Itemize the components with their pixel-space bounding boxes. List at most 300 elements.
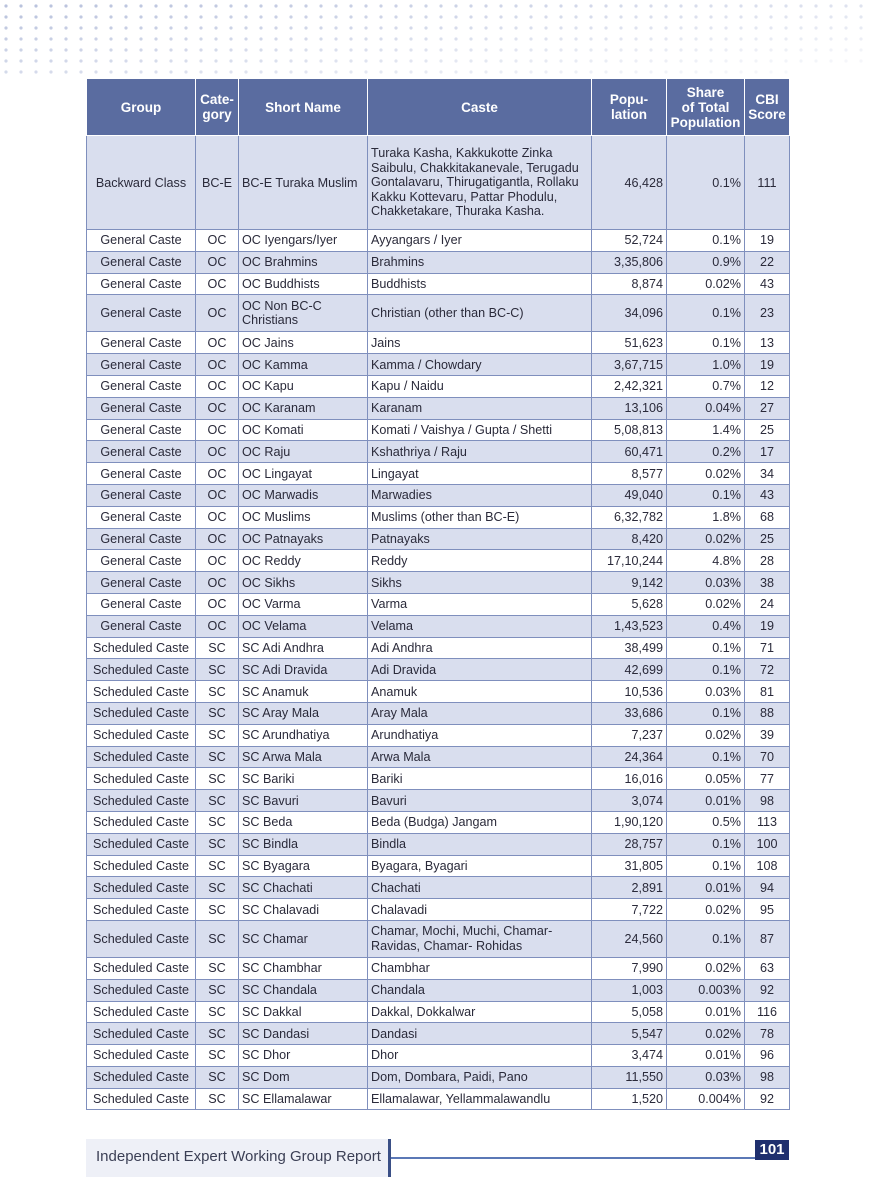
decorative-dot bbox=[634, 70, 637, 73]
decorative-dot bbox=[244, 59, 247, 62]
cell-caste: Chambhar bbox=[368, 957, 592, 979]
decorative-dot bbox=[664, 26, 667, 29]
decorative-dot bbox=[124, 4, 127, 7]
cell-category: OC bbox=[196, 484, 239, 506]
decorative-dot bbox=[544, 37, 547, 40]
decorative-dot bbox=[454, 15, 457, 18]
table-row bbox=[87, 979, 790, 1001]
decorative-dot bbox=[529, 70, 532, 73]
cell-caste: Bavuri bbox=[368, 790, 592, 812]
decorative-dot bbox=[454, 37, 457, 40]
cell-category: SC bbox=[196, 1023, 239, 1045]
decorative-dot bbox=[679, 15, 682, 18]
cell-group: General Caste bbox=[87, 251, 196, 273]
decorative-dot bbox=[154, 48, 157, 51]
decorative-dot bbox=[304, 48, 307, 51]
decorative-dot bbox=[304, 26, 307, 29]
cell-share: 0.2% bbox=[667, 441, 745, 463]
decorative-dot bbox=[364, 37, 367, 40]
decorative-dot bbox=[259, 70, 262, 73]
decorative-dot bbox=[139, 37, 142, 40]
decorative-dot bbox=[724, 26, 727, 29]
cell-share: 0.02% bbox=[667, 724, 745, 746]
decorative-dot bbox=[784, 70, 787, 73]
cell-share: 0.4% bbox=[667, 615, 745, 637]
cell-category: SC bbox=[196, 1045, 239, 1067]
decorative-dot bbox=[514, 15, 517, 18]
table-row bbox=[87, 419, 790, 441]
cell-share: 0.02% bbox=[667, 528, 745, 550]
cell-share: 0.03% bbox=[667, 681, 745, 703]
decorative-dot bbox=[634, 48, 637, 51]
decorative-dot bbox=[199, 4, 202, 7]
cell-population: 1,43,523 bbox=[592, 615, 667, 637]
cell-category: OC bbox=[196, 615, 239, 637]
cell-population: 2,42,321 bbox=[592, 375, 667, 397]
decorative-dot bbox=[574, 59, 577, 62]
decorative-dot bbox=[379, 4, 382, 7]
decorative-dot bbox=[829, 26, 832, 29]
decorative-dot bbox=[529, 48, 532, 51]
cell-group: Scheduled Caste bbox=[87, 1066, 196, 1088]
cell-cbi-score: 28 bbox=[745, 550, 790, 572]
cell-share: 0.1% bbox=[667, 637, 745, 659]
decorative-dot bbox=[334, 70, 337, 73]
decorative-dot bbox=[244, 70, 247, 73]
decorative-dot bbox=[544, 26, 547, 29]
decorative-dot bbox=[469, 26, 472, 29]
decorative-dot bbox=[484, 59, 487, 62]
decorative-dot bbox=[169, 26, 172, 29]
cell-share: 0.1% bbox=[667, 833, 745, 855]
decorative-dot bbox=[604, 15, 607, 18]
cell-category: BC-E bbox=[196, 136, 239, 230]
decorative-dot bbox=[49, 26, 52, 29]
decorative-dot bbox=[229, 26, 232, 29]
footer-rule bbox=[391, 1157, 755, 1159]
cell-group: General Caste bbox=[87, 441, 196, 463]
cell-group: Backward Class bbox=[87, 136, 196, 230]
cell-cbi-score: 100 bbox=[745, 833, 790, 855]
decorative-dot bbox=[649, 37, 652, 40]
decorative-dot bbox=[469, 37, 472, 40]
decorative-dot bbox=[829, 15, 832, 18]
decorative-dot bbox=[754, 4, 757, 7]
decorative-dot bbox=[544, 4, 547, 7]
decorative-dot bbox=[859, 4, 862, 7]
decorative-dot bbox=[679, 37, 682, 40]
cell-share: 0.02% bbox=[667, 1023, 745, 1045]
decorative-dot bbox=[679, 48, 682, 51]
decorative-dot bbox=[34, 70, 37, 73]
cell-short-name: OC Brahmins bbox=[239, 251, 368, 273]
cell-short-name: SC Chachati bbox=[239, 877, 368, 899]
cell-population: 28,757 bbox=[592, 833, 667, 855]
cell-share: 0.1% bbox=[667, 702, 745, 724]
cell-short-name: SC Dom bbox=[239, 1066, 368, 1088]
decorative-dot bbox=[124, 70, 127, 73]
cell-category: SC bbox=[196, 637, 239, 659]
decorative-dot bbox=[559, 15, 562, 18]
decorative-dot bbox=[109, 48, 112, 51]
decorative-dot bbox=[439, 70, 442, 73]
cell-cbi-score: 72 bbox=[745, 659, 790, 681]
cell-group: Scheduled Caste bbox=[87, 855, 196, 877]
decorative-dot bbox=[394, 59, 397, 62]
cell-population: 38,499 bbox=[592, 637, 667, 659]
header-group: Group bbox=[87, 79, 196, 136]
cell-caste: Karanam bbox=[368, 397, 592, 419]
cell-cbi-score: 34 bbox=[745, 463, 790, 485]
cell-category: OC bbox=[196, 332, 239, 354]
decorative-dot bbox=[679, 4, 682, 7]
cell-share: 0.7% bbox=[667, 375, 745, 397]
table-row bbox=[87, 920, 790, 957]
decorative-dot bbox=[574, 15, 577, 18]
cell-caste: Turaka Kasha, Kakkukotte Zinka Saibulu, Chakkitakanevale, Terugadu Gontalavaru, Thirugatigantla, Rollaku Kakku Kottevaru, Pattar Phodulu, Chakketakare, Thuraka Kasha. bbox=[368, 136, 592, 230]
decorative-dot bbox=[679, 26, 682, 29]
cell-cbi-score: 111 bbox=[745, 136, 790, 230]
decorative-dot bbox=[49, 59, 52, 62]
cell-caste: Arundhatiya bbox=[368, 724, 592, 746]
cell-group: Scheduled Caste bbox=[87, 637, 196, 659]
decorative-dot bbox=[394, 4, 397, 7]
decorative-dot bbox=[454, 26, 457, 29]
decorative-dot bbox=[184, 48, 187, 51]
cell-group: Scheduled Caste bbox=[87, 790, 196, 812]
decorative-dot bbox=[244, 15, 247, 18]
cell-category: OC bbox=[196, 463, 239, 485]
decorative-dot bbox=[244, 26, 247, 29]
decorative-dot bbox=[124, 59, 127, 62]
cell-caste: Kamma / Chowdary bbox=[368, 354, 592, 376]
cell-cbi-score: 108 bbox=[745, 855, 790, 877]
decorative-dot bbox=[634, 15, 637, 18]
decorative-dot bbox=[379, 15, 382, 18]
decorative-dot bbox=[514, 48, 517, 51]
cell-category: SC bbox=[196, 1001, 239, 1023]
cell-group: General Caste bbox=[87, 354, 196, 376]
decorative-dot bbox=[469, 70, 472, 73]
decorative-dot bbox=[709, 15, 712, 18]
cell-cbi-score: 19 bbox=[745, 615, 790, 637]
cell-caste: Kapu / Naidu bbox=[368, 375, 592, 397]
decorative-dot bbox=[694, 48, 697, 51]
table-row bbox=[87, 833, 790, 855]
cell-share: 1.8% bbox=[667, 506, 745, 528]
decorative-dot bbox=[394, 70, 397, 73]
cell-caste: Adi Andhra bbox=[368, 637, 592, 659]
table-row bbox=[87, 463, 790, 485]
decorative-dot bbox=[784, 48, 787, 51]
decorative-dot bbox=[829, 37, 832, 40]
cell-share: 0.1% bbox=[667, 484, 745, 506]
decorative-dot bbox=[739, 70, 742, 73]
table-row bbox=[87, 484, 790, 506]
decorative-dot bbox=[844, 26, 847, 29]
cell-share: 0.01% bbox=[667, 877, 745, 899]
cell-caste: Dhor bbox=[368, 1045, 592, 1067]
cell-group: General Caste bbox=[87, 528, 196, 550]
decorative-dot bbox=[364, 59, 367, 62]
decorative-dot bbox=[424, 48, 427, 51]
cell-cbi-score: 70 bbox=[745, 746, 790, 768]
cell-short-name: SC Bindla bbox=[239, 833, 368, 855]
decorative-dot bbox=[19, 48, 22, 51]
cell-group: General Caste bbox=[87, 506, 196, 528]
cell-caste: Sikhs bbox=[368, 572, 592, 594]
cell-short-name: OC Sikhs bbox=[239, 572, 368, 594]
decorative-dot bbox=[349, 59, 352, 62]
decorative-dot bbox=[274, 48, 277, 51]
cell-group: Scheduled Caste bbox=[87, 979, 196, 1001]
cell-category: OC bbox=[196, 572, 239, 594]
table-header-row bbox=[87, 79, 790, 136]
cell-share: 0.1% bbox=[667, 855, 745, 877]
cell-cbi-score: 38 bbox=[745, 572, 790, 594]
decorative-dot bbox=[4, 48, 7, 51]
cell-category: OC bbox=[196, 528, 239, 550]
cell-short-name: SC Chambhar bbox=[239, 957, 368, 979]
decorative-dot bbox=[109, 70, 112, 73]
decorative-dot bbox=[259, 4, 262, 7]
cell-category: OC bbox=[196, 273, 239, 295]
cell-category: SC bbox=[196, 899, 239, 921]
decorative-dot bbox=[19, 26, 22, 29]
decorative-dot bbox=[94, 26, 97, 29]
table-row bbox=[87, 397, 790, 419]
decorative-dot bbox=[154, 37, 157, 40]
cell-share: 0.02% bbox=[667, 957, 745, 979]
cell-category: OC bbox=[196, 375, 239, 397]
decorative-dot bbox=[514, 59, 517, 62]
cell-caste: Dom, Dombara, Paidi, Pano bbox=[368, 1066, 592, 1088]
decorative-dot bbox=[79, 48, 82, 51]
cell-caste: Ayyangars / Iyer bbox=[368, 230, 592, 252]
cell-cbi-score: 13 bbox=[745, 332, 790, 354]
decorative-dot bbox=[304, 15, 307, 18]
cell-short-name: OC Patnayaks bbox=[239, 528, 368, 550]
table-row bbox=[87, 855, 790, 877]
cell-population: 10,536 bbox=[592, 681, 667, 703]
decorative-dot bbox=[124, 37, 127, 40]
decorative-dot bbox=[229, 70, 232, 73]
cell-share: 0.9% bbox=[667, 251, 745, 273]
cell-group: Scheduled Caste bbox=[87, 920, 196, 957]
cell-cbi-score: 95 bbox=[745, 899, 790, 921]
decorative-dot bbox=[424, 26, 427, 29]
decorative-dot bbox=[814, 59, 817, 62]
decorative-dot bbox=[499, 15, 502, 18]
cell-short-name: SC Adi Dravida bbox=[239, 659, 368, 681]
decorative-dot bbox=[214, 59, 217, 62]
cell-caste: Buddhists bbox=[368, 273, 592, 295]
decorative-dot bbox=[619, 48, 622, 51]
decorative-dot bbox=[589, 26, 592, 29]
cell-share: 0.003% bbox=[667, 979, 745, 1001]
cell-cbi-score: 96 bbox=[745, 1045, 790, 1067]
cell-share: 0.1% bbox=[667, 746, 745, 768]
cell-caste: Chandala bbox=[368, 979, 592, 1001]
header-category: Cate- gory bbox=[196, 79, 239, 136]
decorative-dot bbox=[559, 37, 562, 40]
cell-group: Scheduled Caste bbox=[87, 1023, 196, 1045]
table-row bbox=[87, 659, 790, 681]
cell-population: 1,520 bbox=[592, 1088, 667, 1110]
decorative-dot bbox=[124, 15, 127, 18]
decorative-dot bbox=[784, 26, 787, 29]
decorative-dot bbox=[784, 15, 787, 18]
cell-short-name: OC Velama bbox=[239, 615, 368, 637]
decorative-dot bbox=[139, 4, 142, 7]
decorative-dot bbox=[484, 48, 487, 51]
decorative-dot bbox=[664, 15, 667, 18]
cell-cbi-score: 78 bbox=[745, 1023, 790, 1045]
cell-cbi-score: 116 bbox=[745, 1001, 790, 1023]
decorative-dot bbox=[19, 70, 22, 73]
decorative-dot bbox=[439, 37, 442, 40]
decorative-dot bbox=[559, 59, 562, 62]
cell-short-name: OC Muslims bbox=[239, 506, 368, 528]
cell-caste: Chalavadi bbox=[368, 899, 592, 921]
cell-short-name: SC Dakkal bbox=[239, 1001, 368, 1023]
cell-short-name: OC Marwadis bbox=[239, 484, 368, 506]
decorative-dot bbox=[484, 37, 487, 40]
decorative-dot bbox=[574, 48, 577, 51]
decorative-dot bbox=[784, 4, 787, 7]
decorative-dot bbox=[79, 59, 82, 62]
decorative-dot bbox=[79, 26, 82, 29]
decorative-dot bbox=[604, 37, 607, 40]
decorative-dot bbox=[844, 15, 847, 18]
cell-short-name: SC Bavuri bbox=[239, 790, 368, 812]
decorative-dot bbox=[754, 59, 757, 62]
decorative-dot bbox=[259, 59, 262, 62]
decorative-dot bbox=[379, 26, 382, 29]
cell-share: 0.01% bbox=[667, 1001, 745, 1023]
decorative-dot bbox=[379, 37, 382, 40]
cell-short-name: OC Raju bbox=[239, 441, 368, 463]
cell-group: General Caste bbox=[87, 572, 196, 594]
decorative-dot bbox=[664, 4, 667, 7]
cell-cbi-score: 71 bbox=[745, 637, 790, 659]
decorative-dot bbox=[139, 15, 142, 18]
decorative-dot bbox=[154, 70, 157, 73]
decorative-dot bbox=[94, 37, 97, 40]
decorative-dot bbox=[439, 48, 442, 51]
cell-cbi-score: 92 bbox=[745, 979, 790, 1001]
cell-share: 4.8% bbox=[667, 550, 745, 572]
decorative-dot bbox=[859, 37, 862, 40]
cell-category: SC bbox=[196, 790, 239, 812]
cell-population: 24,560 bbox=[592, 920, 667, 957]
decorative-dot bbox=[709, 4, 712, 7]
table-row bbox=[87, 768, 790, 790]
cell-population: 13,106 bbox=[592, 397, 667, 419]
decorative-dot bbox=[619, 70, 622, 73]
decorative-dot bbox=[64, 59, 67, 62]
decorative-dot bbox=[604, 4, 607, 7]
cell-caste: Christian (other than BC-C) bbox=[368, 295, 592, 332]
decorative-dot bbox=[484, 15, 487, 18]
decorative-dot bbox=[64, 70, 67, 73]
decorative-dot bbox=[274, 59, 277, 62]
cell-short-name: OC Jains bbox=[239, 332, 368, 354]
cell-short-name: SC Chalavadi bbox=[239, 899, 368, 921]
cell-short-name: OC Komati bbox=[239, 419, 368, 441]
decorative-dot bbox=[394, 48, 397, 51]
decorative-dot bbox=[169, 4, 172, 7]
decorative-dot bbox=[124, 26, 127, 29]
decorative-dot bbox=[49, 15, 52, 18]
decorative-dot bbox=[814, 26, 817, 29]
cell-short-name: OC Kapu bbox=[239, 375, 368, 397]
decorative-dot bbox=[694, 59, 697, 62]
decorative-dot bbox=[754, 37, 757, 40]
cell-short-name: SC Anamuk bbox=[239, 681, 368, 703]
cell-population: 16,016 bbox=[592, 768, 667, 790]
decorative-dot bbox=[529, 15, 532, 18]
cell-share: 0.004% bbox=[667, 1088, 745, 1110]
decorative-dot bbox=[649, 48, 652, 51]
decorative-dot bbox=[619, 4, 622, 7]
cell-category: SC bbox=[196, 702, 239, 724]
decorative-dot bbox=[574, 70, 577, 73]
table-row bbox=[87, 811, 790, 833]
cell-short-name: SC Chamar bbox=[239, 920, 368, 957]
cell-cbi-score: 17 bbox=[745, 441, 790, 463]
decorative-dot bbox=[844, 37, 847, 40]
decorative-dot bbox=[784, 37, 787, 40]
decorative-dot bbox=[619, 37, 622, 40]
table-row bbox=[87, 1066, 790, 1088]
decorative-dot bbox=[94, 59, 97, 62]
decorative-dot bbox=[184, 4, 187, 7]
table-row bbox=[87, 251, 790, 273]
decorative-dot bbox=[4, 26, 7, 29]
table-row bbox=[87, 1023, 790, 1045]
decorative-dot bbox=[589, 4, 592, 7]
table-row bbox=[87, 790, 790, 812]
decorative-dot bbox=[769, 26, 772, 29]
decorative-dot bbox=[364, 15, 367, 18]
decorative-dot bbox=[394, 37, 397, 40]
cell-group: Scheduled Caste bbox=[87, 957, 196, 979]
header-short-name: Short Name bbox=[239, 79, 368, 136]
decorative-dot bbox=[289, 70, 292, 73]
decorative-dot bbox=[289, 59, 292, 62]
decorative-dot bbox=[754, 26, 757, 29]
decorative-dot bbox=[289, 48, 292, 51]
decorative-dot bbox=[439, 26, 442, 29]
decorative-dot bbox=[94, 70, 97, 73]
decorative-dot bbox=[34, 48, 37, 51]
cell-share: 0.01% bbox=[667, 790, 745, 812]
decorative-dot bbox=[64, 26, 67, 29]
cell-group: General Caste bbox=[87, 615, 196, 637]
decorative-dot bbox=[844, 59, 847, 62]
cell-share: 0.03% bbox=[667, 572, 745, 594]
decorative-dot bbox=[334, 37, 337, 40]
cell-group: Scheduled Caste bbox=[87, 746, 196, 768]
cell-cbi-score: 98 bbox=[745, 790, 790, 812]
table-row bbox=[87, 550, 790, 572]
decorative-dot bbox=[574, 26, 577, 29]
table-row bbox=[87, 572, 790, 594]
cell-population: 34,096 bbox=[592, 295, 667, 332]
decorative-dot bbox=[739, 37, 742, 40]
cell-group: General Caste bbox=[87, 295, 196, 332]
